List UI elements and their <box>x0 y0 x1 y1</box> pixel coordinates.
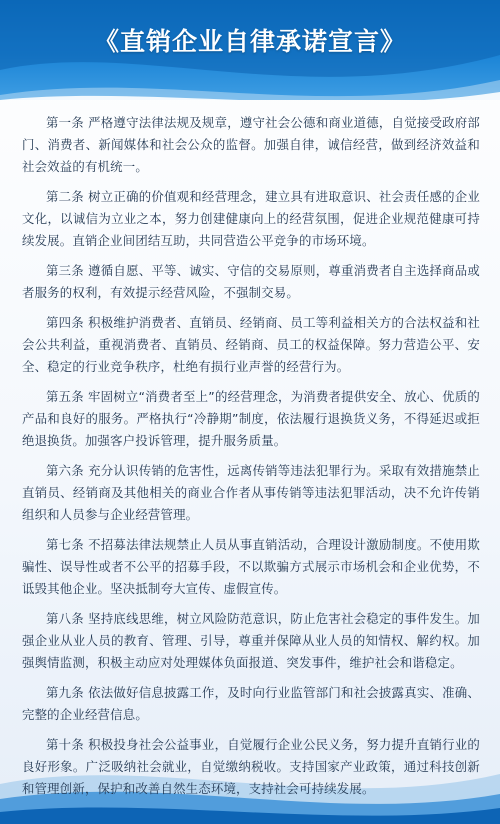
article-text: 树立正确的价值观和经营理念，建立具有进取意识、社会责任感的企业文化，以诚信为立业之本，努力创建健康向上的经营氛围，促进企业规范健康可持续发展。直销企业间团结互助，共同营造公平竞争的市场环境。 <box>22 189 481 248</box>
header-banner <box>0 0 500 100</box>
articles-list <box>22 112 480 808</box>
article-text: 严格遵守法律法规及规章，遵守社会公德和商业道德，自觉接受政府部门、消费者、新闻媒体和社会公众的监督。加强自律，诚信经营，做到经济效益和社会效益的有机统一。 <box>22 115 481 174</box>
article-6 <box>22 460 480 526</box>
article-label: 第三条 <box>46 263 84 278</box>
article-text: 依法做好信息披露工作，及时向行业监管部门和社会披露真实、准确、完整的企业经营信息。 <box>22 685 481 722</box>
article-label: 第四条 <box>46 315 84 330</box>
article-text: 积极投身社会公益事业，自觉履行企业公民义务，努力提升直销行业的良好形象。广泛吸纳社会就业，自觉缴纳税收。支持国家产业政策，通过科技创新和管理创新，保护和改善自然生态环境，支持社会可持续发展。 <box>22 737 481 796</box>
page-title: 《直销企业自律承诺宣言》 <box>93 27 406 56</box>
article-label: 第七条 <box>46 537 84 552</box>
article-text: 积极维护消费者、直销员、经销商、员工等利益相关方的合法权益和社会公共利益，重视消费者、直销员、经销商、员工的权益保障。努力营造公平、安全、稳定的行业竞争秩序，杜绝有损行业声誉的经营行为。 <box>22 315 481 374</box>
article-9 <box>22 682 480 726</box>
article-2 <box>22 186 480 252</box>
article-7 <box>22 534 480 600</box>
article-3 <box>22 260 480 304</box>
article-text: 充分认识传销的危害性，远离传销等违法犯罪行为。采取有效措施禁止直销员、经销商及其他相关的商业合作者从事传销等违法犯罪活动，决不允许传销组织和人员参与企业经营管理。 <box>22 463 481 522</box>
article-label: 第一条 <box>46 115 84 130</box>
article-label: 第六条 <box>46 463 84 478</box>
article-text: 不招募法律法规禁止人员从事直销活动，合理设计激励制度。不使用欺骗性、误导性或者不公平的招募手段，不以欺骗方式展示市场机会和企业优势，不诋毁其他企业。坚决抵制夸大宣传、虚假宣传。 <box>22 537 481 596</box>
article-label: 第二条 <box>46 189 84 204</box>
article-label: 第十条 <box>46 737 84 752</box>
article-8 <box>22 608 480 674</box>
article-label: 第九条 <box>46 685 84 700</box>
article-4 <box>22 312 480 378</box>
article-label: 第五条 <box>46 389 84 404</box>
article-5 <box>22 386 480 452</box>
article-text: 牢固树立“消费者至上”的经营理念，为消费者提供安全、放心、优质的产品和良好的服务。严格执行“冷静期”制度，依法履行退换货义务，不得延迟或拒绝退换货。加强客户投诉管理，提升服务质量。 <box>22 389 480 448</box>
article-10 <box>22 734 480 800</box>
article-label: 第八条 <box>46 611 84 626</box>
article-text: 坚持底线思维，树立风险防范意识，防止危害社会稳定的事件发生。加强企业从业人员的教育、管理、引导，尊重并保障从业人员的知情权、解约权。加强舆情监测，积极主动应对处理媒体负面报道、突发事件，维护社会和谐稳定。 <box>22 611 481 670</box>
article-1 <box>22 112 480 178</box>
article-text: 遵循自愿、平等、诚实、守信的交易原则，尊重消费者自主选择商品或者服务的权利，有效提示经营风险，不强制交易。 <box>22 263 481 300</box>
